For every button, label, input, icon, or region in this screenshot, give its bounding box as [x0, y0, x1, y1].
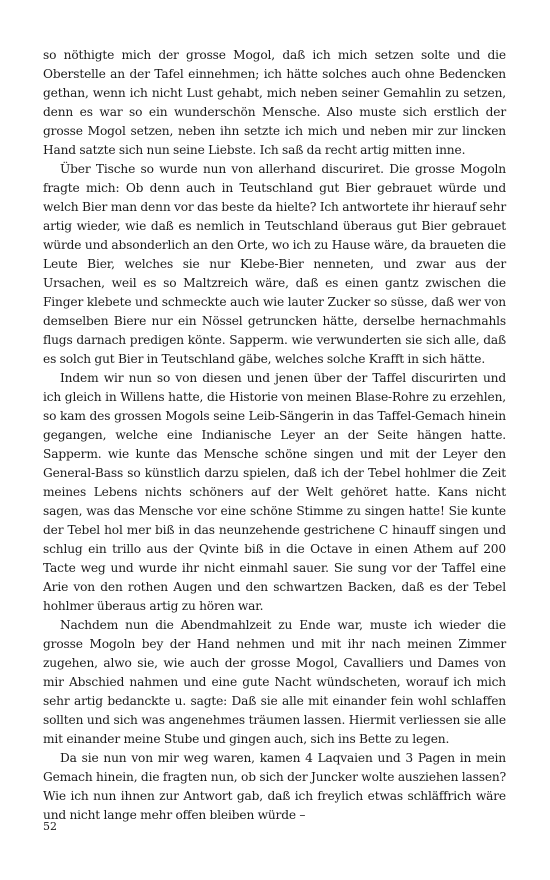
page-number: 52	[43, 820, 57, 833]
paragraph: Indem wir nun so von diesen und jenen über der Taffel discurirten und ich gleich in Willens hatte, die Historie von meinen Blase-Rohre zu erzehlen, so kam des grossen Mogols seine Leib-Sängerin in das Taffel-Gemach hinein gegangen, welche eine Indianische Leyer an der Seite hängen hatte. Sapperm. wie kunte das Mensche schöne singen und mit der Leyer den General-Bass so künstlich darzu spielen, daß ich der Tebel hohlmer die Zeit meines Lebens nichts schöners auf der Welt gehöret hatte. Kans nicht sagen, was das Mensche vor eine schöne Stimme zu singen hatte! Sie kunte der Tebel hol mer biß in das neunzehende gestrichene C hinauff singen und schlug ein trillo aus der Qvinte biß in die Octave in einen Athem auf 200 Tacte weg und wurde ihr nicht einmahl sauer. Sie sung vor der Taffel eine Arie von den rothen Augen und den schwartzen Backen, daß es der Tebel hohlmer überaus artig zu hören war.	[43, 371, 506, 613]
paragraph: so nöthigte mich der grosse Mogol, daß ich mich setzen solte und die Oberstelle an der Tafel einnehmen; ich hätte solches auch ohne Bedencken gethan, wenn ich nicht Lust gehabt, mich neben seiner Gemahlin zu setzen, denn es war so ein wunderschön Mensche. Also muste sich erstlich der grosse Mogol setzen, neben ihn setzte ich mich und neben mir zur lincken Hand satzte sich nun seine Liebste. Ich saß da recht artig mitten inne.	[43, 48, 506, 157]
book-page-body	[43, 46, 506, 825]
paragraph: Da sie nun von mir weg waren, kamen 4 Laqvaien und 3 Pagen in mein Gemach hinein, die fragten nun, ob sich der Juncker wolte ausziehen lassen? Wie ich nun ihnen zur Antwort gab, daß ich freylich etwas schläffrich wäre und nicht lange mehr offen bleiben würde –	[43, 751, 506, 822]
paragraph: Über Tische so wurde nun von allerhand discuriret. Die grosse Mogoln fragte mich: Ob denn auch in Teutschland gut Bier gebrauet würde und welch Bier man denn vor das beste da hielte? Ich antwortete ihr hierauf sehr artig wieder, wie daß es nemlich in Teutschland überaus gut Bier gebrauet würde und absonderlich an den Orte, wo ich zu Hause wäre, da braueten die Leute Bier, welches sie nur Klebe-Bier nenneten, und zwar aus der Ursachen, weil es so Maltzreich wäre, daß es einen gantz zwischen die Finger klebete und schmeckte auch wie lauter Zucker so süsse, daß wer von demselben Biere nur ein Nössel getruncken hätte, derselbe hernachmahls flugs darnach predigen könte. Sapperm. wie verwunderten sie sich alle, daß es solch gut Bier in Teutschland gäbe, welches solche Krafft in sich hätte.	[43, 162, 506, 366]
paragraph: Nachdem nun die Abendmahlzeit zu Ende war, muste ich wieder die grosse Mogoln bey der Hand nehmen und mit ihr nach meinen Zimmer zugehen, alwo sie, wie auch der grosse Mogol, Cavalliers und Dames von mir Abschied nahmen und eine gute Nacht wündscheten, worauf ich mich sehr artig bedanckte u. sagte: Daß sie alle mit einander fein wohl schlaffen sollten und sich was angenehmes träumen lassen. Hiermit verliessen sie alle mit einander meine Stube und gingen auch, sich ins Bette zu legen.	[43, 618, 506, 746]
